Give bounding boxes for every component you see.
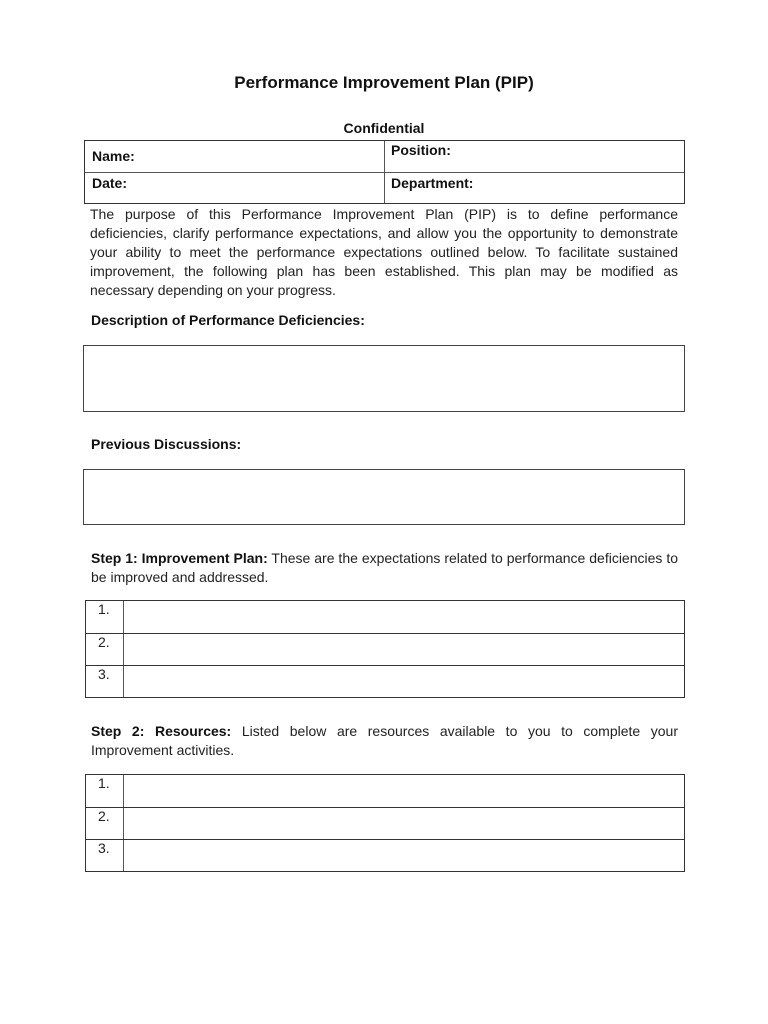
- row-number: 2.: [86, 634, 124, 665]
- step1-label: Step 1: Improvement Plan:: [91, 550, 268, 566]
- table-row: [86, 601, 684, 633]
- step1-entry-1[interactable]: [124, 601, 684, 633]
- step2-label: Step 2: Resources:: [91, 723, 232, 739]
- table-row: [86, 665, 684, 697]
- row-number: 3.: [86, 840, 124, 871]
- step2-text: Listed below are resources available to you to complete your Improvement activities.: [91, 723, 679, 758]
- department-field[interactable]: [385, 173, 684, 203]
- date-label: Date:: [92, 175, 128, 191]
- step2-entry-1[interactable]: [124, 775, 684, 807]
- document-title: Performance Improvement Plan (PIP): [234, 73, 534, 92]
- name-label: Name:: [92, 148, 135, 164]
- table-row: [86, 839, 684, 871]
- step2-entry-2[interactable]: [124, 808, 684, 839]
- step1-text: These are the expectations related to performance deficiencies to be improved and addressed.: [91, 550, 679, 585]
- row-number: 3.: [86, 666, 124, 697]
- name-field[interactable]: [85, 141, 385, 173]
- row-number: 1.: [86, 775, 124, 807]
- date-field[interactable]: [85, 173, 385, 203]
- step2-resources-table: [85, 774, 685, 872]
- employee-info-table: [84, 140, 685, 204]
- previous-discussions-textbox[interactable]: [83, 469, 685, 525]
- row-number: 1.: [86, 601, 124, 633]
- previous-discussions-heading: Previous Discussions:: [91, 436, 242, 452]
- step1-entry-2[interactable]: [124, 634, 684, 665]
- step1-description: [91, 549, 678, 587]
- purpose-paragraph: The purpose of this Performance Improvement Plan (PIP) is to define performance deficiencies, clarify performance expectations, and allow you the opportunity to demonstrate your ability to meet the performance expectations outlined below. To facilitate sustained improvement, the following plan has been established. This plan may be modified as necessary depending on your progress.: [90, 206, 678, 298]
- deficiencies-heading: Description of Performance Deficiencies:: [91, 312, 365, 328]
- row-number: 2.: [86, 808, 124, 839]
- table-row: [86, 775, 684, 807]
- table-row: [86, 633, 684, 665]
- department-label: Department:: [391, 175, 474, 191]
- position-field[interactable]: [385, 141, 684, 173]
- confidential-label: Confidential: [343, 120, 425, 136]
- step1-entry-3[interactable]: [124, 666, 684, 697]
- table-row: [86, 807, 684, 839]
- step2-entry-3[interactable]: [124, 840, 684, 871]
- position-label: Position:: [391, 142, 451, 158]
- step2-description: [91, 722, 678, 760]
- deficiencies-textbox[interactable]: [83, 345, 685, 412]
- step1-improvement-table: [85, 600, 685, 698]
